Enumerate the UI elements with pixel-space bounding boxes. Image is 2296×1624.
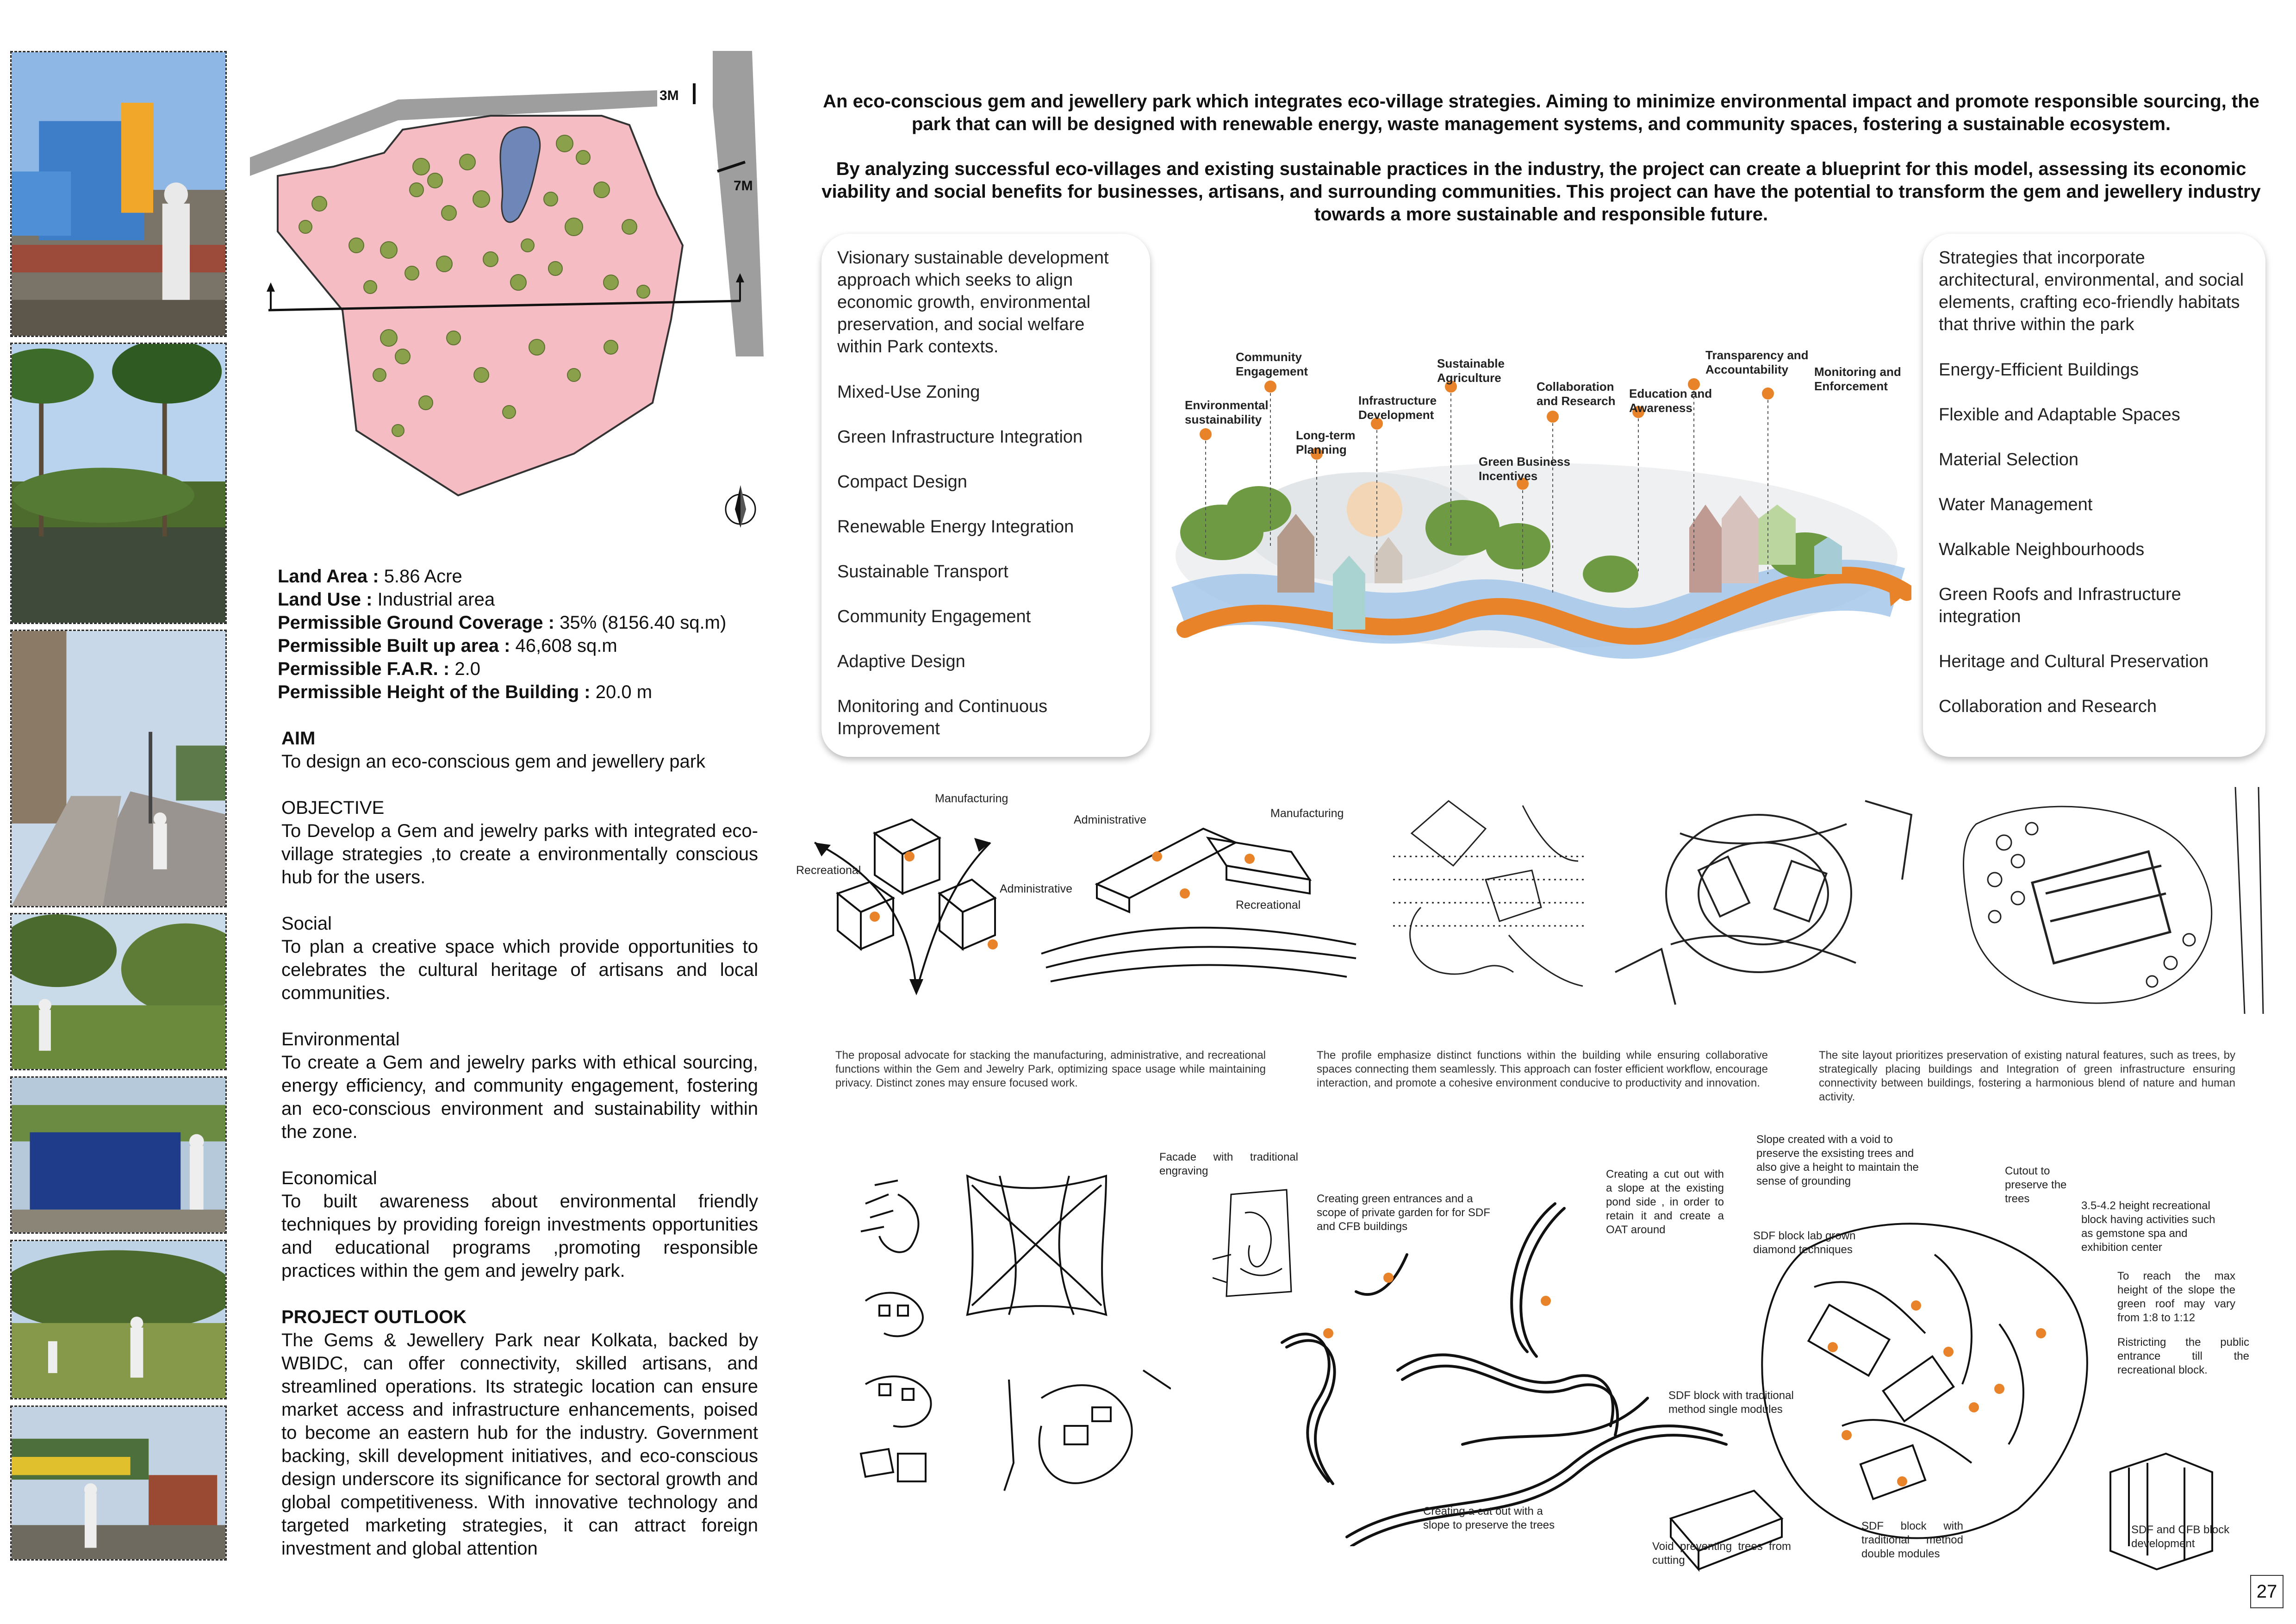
site-details xyxy=(278,565,764,704)
note-void: Void preventing trees from cutting xyxy=(1652,1540,1791,1567)
eco-label-long-term-planning: Long-term Planning xyxy=(1296,428,1356,456)
site-photo-7 xyxy=(10,1405,227,1561)
environmental-text: To create a Gem and jewelry parks with ethical sourcing, energy efficiency, and community engagement, fostering an eco-conscious environment and sustainability within the zone. xyxy=(281,1052,758,1142)
site-photo-5 xyxy=(10,1076,227,1234)
label-recreational: Recreational xyxy=(1236,899,1301,912)
strategy-item: Energy-Efficient Buildings xyxy=(1939,360,2139,380)
intro-paragraph-1: An eco-conscious gem and jewellery park which integrates eco-village strategies. Aiming to minimize environmental impact and promote responsible sourcing, the park that can will be designed with renewable energy, waste management systems, and community spaces, fostering a sustainable ecosystem. xyxy=(823,91,2259,134)
outlook-text: The Gems & Jewellery Park near Kolkata, backed by WBIDC, can offer connectivity, skilled artisans, and streamlined operations. Its strategic location can ensure market access and infrastructure enhancements, poised to become an eastern hub for the industry. Government backing, skill development initiatives, and eco-conscious design underscore its significance for sectoral growth and global competitiveness. With innovative technology and targeted marketing strategies, it can attract foreign investment and global attention xyxy=(281,1330,758,1559)
note-cutout-trees: Creating a cut out with a slope to preserve the trees xyxy=(1423,1505,1555,1531)
site-photo-3 xyxy=(10,630,227,907)
site-photo-1 xyxy=(10,51,227,337)
environmental-heading: Environmental xyxy=(281,1029,400,1049)
strategy-item: Collaboration and Research xyxy=(1939,697,2157,716)
approach-lead: Visionary sustainable development approach which seeks to align economic growth, environmental preservation, and social welfare within Park contexts. xyxy=(837,248,1109,356)
label-administrative: Administrative xyxy=(1000,882,1072,895)
note-facade: Facade with traditional engraving xyxy=(1159,1151,1298,1177)
aim-text: To design an eco-conscious gem and jewellery park xyxy=(281,751,706,772)
east-road-width: 7M xyxy=(734,178,753,194)
massing-sketches xyxy=(847,1167,1171,1528)
strategies-card xyxy=(1923,234,2265,757)
development-approach-card xyxy=(821,234,1150,757)
eco-label-monitoring-enforcement: Monitoring and Enforcement xyxy=(1814,365,1901,393)
economical-text: To built awareness about environmental friendly techniques by providing foreign investments opportunities and educational programs ,promoting responsible practices within the gem and jewelry park. xyxy=(281,1191,758,1281)
note-single-modules: SDF block with traditional method single modules xyxy=(1668,1389,1794,1416)
note-cutout-preserve: Cutout to preserve the trees xyxy=(2005,1165,2067,1205)
site-photo-4 xyxy=(10,913,227,1070)
label-recreational: Recreational xyxy=(796,864,861,877)
aim-heading: AIM xyxy=(281,728,316,749)
site-plan xyxy=(250,51,768,551)
objective-heading: OBJECTIVE xyxy=(281,798,385,818)
approach-item: Compact Design xyxy=(837,472,967,492)
description-profile-functions: The profile emphasize distinct functions within the building while ensuring collaborative spaces connecting them seamlessly. This approach can foster efficient workflow, encourage interaction, and promote a cohesive environment conducive to productivity and innovation. xyxy=(1317,1049,1768,1089)
note-slope-void: Slope created with a void to preserve the exsisting trees and also give a height to maintain the sense of grounding xyxy=(1756,1133,1919,1187)
eco-village-illustration xyxy=(1166,333,1911,704)
note-green-entrances: Creating green entrances and a scope of private garden for for SDF and CFB buildings xyxy=(1317,1193,1490,1233)
page-number: 27 xyxy=(2250,1575,2284,1608)
note-sdf-cfb: SDF and CFB block development xyxy=(2131,1524,2230,1550)
approach-item: Monitoring and Continuous Improvement xyxy=(837,697,1048,738)
strategy-item: Material Selection xyxy=(1939,450,2079,469)
strategy-item: Green Roofs and Infrastructure integration xyxy=(1939,585,2181,626)
ground-coverage: Permissible Ground Coverage : 35% (8156.40 sq.m) xyxy=(278,612,727,633)
note-lab-grown: SDF block lab grown diamond techniques xyxy=(1753,1230,1856,1256)
label-administrative: Administrative xyxy=(1074,813,1146,826)
approach-item: Sustainable Transport xyxy=(837,562,1008,581)
description-stacked-functions: The proposal advocate for stacking the manufacturing, administrative, and recreational functions within the Gem and Jewelry Park, optimizing space usage while maintaining privacy. Distinct zones may ensure focused work. xyxy=(835,1049,1266,1089)
strategies-lead: Strategies that incorporate architectural, environmental, and social elements, crafting eco-friendly habitats that thrive within the park xyxy=(1939,248,2244,334)
social-heading: Social xyxy=(281,913,332,934)
label-manufacturing: Manufacturing xyxy=(1270,807,1344,820)
eco-label-infrastructure-development: Infrastructure Development xyxy=(1358,394,1437,422)
description-site-layout: The site layout prioritizes preservation of existing natural features, such as trees, by strategically placing buildings and Integration of green infrastructure ensuring connectivity between buildings, fostering a harmonious blend of nature and human activity. xyxy=(1819,1049,2235,1103)
intro-paragraph-2: By analyzing successful eco-villages and existing sustainable practices in the industry, the project can create a blueprint for this model, assessing its economic viability and social benefits for businesses, artisans, and surrounding communities. This project can have the potential to transform the gem and jewellery industry towards a more sustainable and responsible future. xyxy=(821,159,2261,225)
strategy-item: Heritage and Cultural Preservation xyxy=(1939,652,2209,671)
layout-sketch-3 xyxy=(1939,787,2272,1014)
layout-sketch-2 xyxy=(1606,787,1921,1009)
eco-label-education-awareness: Education and Awareness xyxy=(1629,387,1712,415)
built-up-area: Permissible Built up area : 46,608 sq.m xyxy=(278,636,617,656)
approach-item: Community Engagement xyxy=(837,607,1031,626)
north-arrow-icon xyxy=(726,485,755,528)
label-manufacturing: Manufacturing xyxy=(935,792,1008,805)
project-brief xyxy=(281,727,758,1560)
strategy-item: Flexible and Adaptable Spaces xyxy=(1939,405,2180,425)
site-photo-2 xyxy=(10,343,227,624)
intro-statement xyxy=(815,90,2268,248)
eco-label-sustainable-agriculture: Sustainable Agriculture xyxy=(1437,356,1505,385)
approach-item: Adaptive Design xyxy=(837,652,965,671)
layout-sketch-1 xyxy=(1393,787,1587,1000)
eco-label-community-engagement: Community Engagement xyxy=(1236,350,1308,378)
strategy-item: Walkable Neighbourhoods xyxy=(1939,540,2145,559)
economical-heading: Economical xyxy=(281,1168,377,1188)
approach-item: Mixed-Use Zoning xyxy=(837,382,980,402)
far: Permissible F.A.R. : 2.0 xyxy=(278,659,480,679)
outlook-heading: PROJECT OUTLOOK xyxy=(281,1307,467,1327)
eco-label-transparency-accountability: Transparency and Accountability xyxy=(1705,348,1809,376)
zoning-sketch-linear xyxy=(1032,787,1365,1000)
east-road xyxy=(713,51,764,356)
note-recreational-block: 3.5-4.2 height recreational block having activities such as gemstone spa and exhibition center xyxy=(2081,1199,2215,1254)
approach-item: Green Infrastructure Integration xyxy=(837,427,1083,447)
eco-label-green-business-incentives: Green Business Incentives xyxy=(1479,455,1570,483)
eco-label-environmental-sustainability: Environmental sustainability xyxy=(1185,398,1269,426)
social-text: To plan a creative space which provide opportunities to celebrates the cultural heritage of artisans and local communities. xyxy=(281,937,758,1003)
objective-text: To Develop a Gem and jewelry parks with integrated eco-village strategies ,to create a environmentally conscious hub for the users. xyxy=(281,821,758,887)
north-road-width: 3M xyxy=(660,88,679,103)
note-max-height: To reach the max height of the slope the green roof may vary from 1:8 to 1:12 xyxy=(2117,1270,2235,1324)
approach-item: Renewable Energy Integration xyxy=(837,517,1074,537)
note-restricting: Ristricting the public entrance till the recreational block. xyxy=(2117,1336,2249,1376)
note-double-modules: SDF block with traditional method double modules xyxy=(1861,1520,1963,1560)
land-use: Land Use : Industrial area xyxy=(278,589,495,610)
note-cutout-pond: Creating a cut out with a slope at the existing pond side , in order to retain it and create a OAT around xyxy=(1606,1168,1724,1236)
site-photo-6 xyxy=(10,1240,227,1399)
strategy-item: Water Management xyxy=(1939,495,2093,514)
land-area: Land Area : 5.86 Acre xyxy=(278,566,462,587)
eco-label-collaboration-research: Collaboration and Research xyxy=(1537,380,1616,408)
zoning-sketch-stacked xyxy=(796,787,1072,1009)
building-height: Permissible Height of the Building : 20.0 m xyxy=(278,682,653,702)
